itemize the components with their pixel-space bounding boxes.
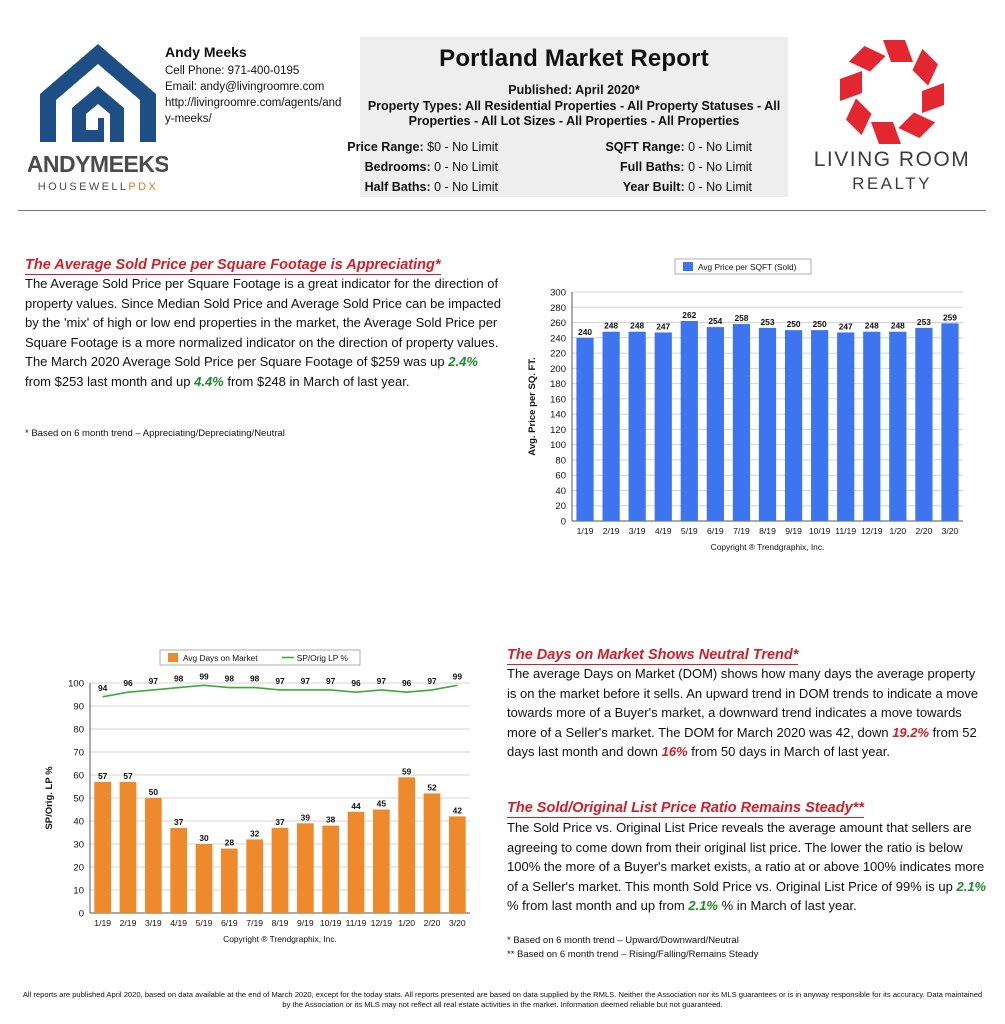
bar-data-label: 259	[942, 312, 957, 323]
agent-phone: Cell Phone: 971-400-0195	[165, 65, 300, 77]
x-tick-label: 7/19	[246, 918, 264, 928]
report-title: Portland Market Report	[439, 45, 709, 72]
bar	[915, 328, 932, 521]
bar-data-label: 59	[402, 766, 412, 777]
bar	[863, 332, 880, 521]
y-tick-label: 60	[555, 470, 566, 482]
y-tick-label: 80	[73, 724, 84, 736]
x-tick-label: 3/20	[448, 918, 466, 928]
y-tick-label: 100	[68, 678, 84, 690]
x-tick-label: 5/19	[195, 918, 213, 928]
x-tick-label: 9/19	[785, 526, 802, 536]
section1-note: * Based on 6 month trend – Appreciating/Depreciating/Neutral	[25, 428, 285, 439]
y-tick-label: 220	[550, 348, 566, 360]
bar	[449, 816, 466, 913]
bar-data-label: 52	[427, 782, 437, 793]
bar	[145, 798, 162, 913]
agent-info	[165, 44, 355, 127]
chart-copyright: Copyright ® Trendgraphix, Inc.	[223, 934, 337, 944]
x-tick-label: 11/19	[345, 918, 367, 928]
chart-legend	[675, 259, 811, 274]
line-data-label: 99	[199, 671, 209, 682]
x-tick-label: 10/19	[319, 918, 342, 928]
bar	[94, 782, 111, 913]
x-tick-label: 2/20	[915, 526, 933, 536]
line-data-label: 99	[452, 671, 462, 682]
chart-copyright: Copyright ® Trendgraphix, Inc.	[710, 542, 825, 552]
section1-heading: The Average Sold Price per Square Footage is Appreciating*	[25, 257, 441, 273]
x-tick-label: 1/19	[94, 918, 112, 928]
bar-data-label: 248	[864, 320, 879, 331]
bar	[681, 321, 698, 521]
x-tick-label: 1/20	[398, 918, 416, 928]
line-data-label: 97	[275, 675, 285, 686]
bar-data-label: 247	[656, 321, 671, 332]
y-tick-label: 280	[550, 302, 566, 314]
y-tick-label: 240	[550, 333, 566, 345]
y-tick-label: 40	[555, 485, 566, 497]
y-tick-label: 0	[560, 516, 566, 528]
full-baths: Full Baths: 0 - No Limit	[620, 160, 752, 174]
bar-data-label: 44	[351, 800, 361, 811]
bar-data-label: 57	[98, 770, 108, 781]
bar	[602, 332, 619, 521]
bar	[811, 330, 828, 521]
y-tick-label: 20	[73, 862, 84, 874]
x-tick-label: 2/19	[119, 918, 137, 928]
bar	[322, 826, 339, 913]
x-tick-label: 2/20	[423, 918, 441, 928]
house-logo-icon	[28, 38, 168, 198]
section3-note-2: ** Based on 6 month trend – Rising/Falling/Remains Steady	[507, 949, 759, 960]
y-tick-label: 200	[550, 363, 566, 375]
bar	[246, 839, 263, 913]
footer-disclaimer: All reports are published April 2020, based on data available at the end of March 2020, except for the today stats. All reports presented are based on data supplied by the RMLS. Neither the Association nor its MLS guarantees or is in anyway responsible for its accuracy. Data maintained by the Association or its MLS may not reflect all real estate activities in the market. Information deemed reliable but not guaranteed.	[22, 990, 983, 1009]
logo-name-text: ANDYMEEKS	[28, 151, 168, 177]
section1-body: The Average Sold Price per Square Footage is a great indicator for the direction of property values. Since Median Sold Price and Average Sold Price can be impacted by the 'mix' of high or low end properties in the market, the Average Sold Price per Square Footage is a more normalized indicator on the direction of property values. The March 2020 Average Sold Price per Square Footage of $259 was up 2.4% from $253 last month and up 4.4% from $248 in March of last year.	[25, 276, 501, 389]
y-tick-label: 300	[550, 287, 566, 299]
bar	[398, 777, 415, 913]
x-tick-label: 2/19	[602, 526, 620, 536]
bar-data-label: 253	[760, 316, 775, 327]
y-axis-label: SP/Orig. LP %	[44, 766, 55, 830]
x-tick-label: 8/19	[271, 918, 289, 928]
bar-data-label: 247	[838, 321, 853, 332]
y-tick-label: 160	[550, 394, 566, 406]
bar-data-label: 248	[630, 320, 645, 331]
x-tick-label: 1/19	[576, 526, 594, 536]
bar-data-label: 30	[199, 833, 209, 843]
line-data-label: 97	[376, 675, 386, 686]
x-tick-label: 7/19	[733, 526, 750, 536]
y-axis-label: Avg. Price per SQ. FT.	[527, 357, 538, 456]
y-tick-label: 120	[550, 424, 566, 436]
bar-data-label: 39	[300, 812, 310, 823]
legend-label: Avg Price per SQFT (Sold)	[698, 262, 797, 272]
criteria-grid	[347, 140, 788, 200]
sqft-range: SQFT Range: 0 - No Limit	[605, 140, 752, 154]
bar	[120, 782, 137, 913]
y-tick-label: 80	[555, 455, 566, 467]
line-data-label: 96	[123, 678, 133, 689]
bedrooms: Bedrooms: 0 - No Limit	[364, 160, 498, 174]
bar-data-label: 50	[148, 787, 158, 797]
x-tick-label: 12/19	[370, 918, 393, 928]
x-tick-label: 6/19	[220, 918, 238, 928]
bar	[733, 324, 750, 521]
bar-data-label: 32	[250, 828, 260, 839]
line-data-label: 97	[427, 675, 437, 686]
andy-meeks-logo	[28, 38, 168, 198]
x-tick-label: 6/19	[706, 526, 724, 536]
bar-data-label: 37	[275, 816, 285, 827]
section2-heading: The Days on Market Shows Neutral Trend*	[507, 647, 799, 663]
bar	[297, 823, 314, 913]
year-built: Year Built: 0 - No Limit	[622, 180, 752, 194]
x-tick-label: 9/19	[296, 918, 314, 928]
property-types: Property Types: All Residential Properties - All Property Statuses - All Properties - All Lot Sizes - All Properties - All Properties	[367, 99, 781, 128]
agent-email: Email: andy@livingroomre.com	[165, 81, 325, 93]
bar	[221, 849, 238, 913]
bar-data-label: 42	[452, 805, 462, 816]
bar-data-label: 248	[890, 320, 905, 331]
bar-data-label: 262	[682, 310, 697, 321]
bar-data-label: 254	[708, 316, 723, 327]
bar	[272, 828, 289, 913]
agent-url[interactable]: http://livingroomre.com/agents/and y-meeks/	[165, 97, 342, 125]
x-tick-label: 3/19	[144, 918, 162, 928]
bar	[759, 328, 776, 521]
y-tick-label: 50	[73, 793, 84, 805]
y-tick-label: 90	[73, 701, 84, 713]
bar-data-label: 45	[376, 798, 386, 809]
bar	[629, 332, 646, 521]
report-summary-box	[347, 37, 788, 197]
line-data-label: 98	[224, 673, 234, 684]
legend-label: SP/Orig LP %	[296, 653, 348, 663]
y-tick-label: 0	[78, 908, 84, 920]
chart-legend	[160, 650, 360, 665]
line-data-label: 94	[98, 682, 108, 693]
line-data-label: 97	[300, 675, 310, 686]
bar-data-label: 250	[786, 319, 801, 330]
pinwheel-logo-icon	[800, 30, 985, 200]
price-per-sqft-chart	[515, 255, 985, 555]
y-tick-label: 100	[550, 440, 566, 452]
bar-data-label: 28	[224, 837, 234, 848]
bar	[889, 332, 906, 521]
bar	[707, 327, 724, 521]
line-data-label: 97	[326, 675, 336, 686]
x-tick-label: 10/19	[808, 526, 831, 536]
header-divider	[18, 210, 986, 211]
y-tick-label: 140	[550, 409, 566, 421]
bar	[196, 844, 213, 913]
x-tick-label: 11/19	[835, 526, 857, 536]
realty-sub-text: REALTY	[852, 174, 932, 193]
section3-body: The Sold Price vs. Original List Price reveals the average amount that sellers are agreeing to come down from their original list price. The lower the ratio is below 100% the more of a Buyer's market exists, a ratio at or above 100% indicates more of a Seller's market. This month Sold Price vs. Original List Price of 99% is up 2.1% % from last month and up from 2.1% % in March of last year.	[507, 820, 987, 913]
bar	[941, 323, 958, 521]
section3-note-1: * Based on 6 month trend – Upward/Downward/Neutral	[507, 935, 739, 946]
bar	[837, 332, 854, 521]
y-tick-label: 70	[73, 747, 84, 759]
y-tick-label: 60	[73, 770, 84, 782]
bar	[576, 338, 593, 521]
y-tick-label: 260	[550, 318, 566, 330]
bar	[655, 332, 672, 521]
x-tick-label: 8/19	[759, 526, 776, 536]
x-tick-label: 5/19	[680, 526, 698, 536]
x-tick-label: 4/19	[170, 918, 188, 928]
living-room-realty-logo	[800, 30, 985, 200]
legend-swatch	[168, 653, 178, 662]
bar-data-label: 250	[812, 319, 827, 330]
bar	[373, 810, 390, 914]
y-tick-label: 20	[555, 501, 566, 513]
price-range: Price Range: $0 - No Limit	[347, 140, 498, 154]
bar	[348, 812, 365, 913]
line-data-label: 98	[250, 673, 260, 684]
x-tick-label: 12/19	[861, 526, 883, 536]
bar	[424, 793, 441, 913]
y-tick-label: 40	[73, 816, 84, 828]
bar-data-label: 57	[123, 770, 133, 781]
y-tick-label: 10	[73, 885, 84, 897]
y-tick-label: 180	[550, 379, 566, 391]
x-tick-label: 3/19	[628, 526, 646, 536]
line-data-label: 98	[174, 673, 184, 684]
bar	[785, 330, 802, 521]
published-date: Published: April 2020*	[508, 83, 640, 97]
section2-body: The average Days on Market (DOM) shows how many days the average property is on the market before it sells. An upward trend in DOM trends to indicate a move towards more of a Buyer's market, a downward trend indicates a move towards more of a Seller's market. The DOM for March 2020 was 42, down 19.2% from 52 days last month and down 16% from 50 days in March of last year.	[507, 666, 979, 759]
bar-data-label: 38	[326, 814, 336, 825]
bar-data-label: 240	[578, 326, 593, 337]
logo-tagline-text: HOUSEWELLPDX	[37, 181, 159, 193]
bar-data-label: 258	[734, 313, 749, 324]
line-data-label: 97	[148, 675, 158, 686]
legend-swatch	[683, 262, 693, 271]
realty-name-text: LIVING ROOM	[813, 148, 971, 171]
agent-name: Andy Meeks	[165, 44, 247, 60]
y-tick-label: 30	[73, 839, 84, 851]
section3-heading: The Sold/Original List Price Ratio Remains Steady**	[507, 800, 864, 816]
bar-data-label: 253	[916, 316, 931, 327]
bar-data-label: 37	[174, 816, 184, 827]
legend-label: Avg Days on Market	[183, 653, 258, 663]
days-on-market-chart	[30, 645, 480, 950]
half-baths: Half Baths: 0 - No Limit	[364, 180, 498, 194]
x-tick-label: 1/20	[889, 526, 907, 536]
x-tick-label: 3/20	[941, 526, 959, 536]
line-data-label: 96	[351, 678, 361, 689]
x-tick-label: 4/19	[654, 526, 672, 536]
bar-data-label: 248	[604, 320, 619, 331]
line-data-label: 96	[402, 678, 412, 689]
bar	[170, 828, 187, 913]
